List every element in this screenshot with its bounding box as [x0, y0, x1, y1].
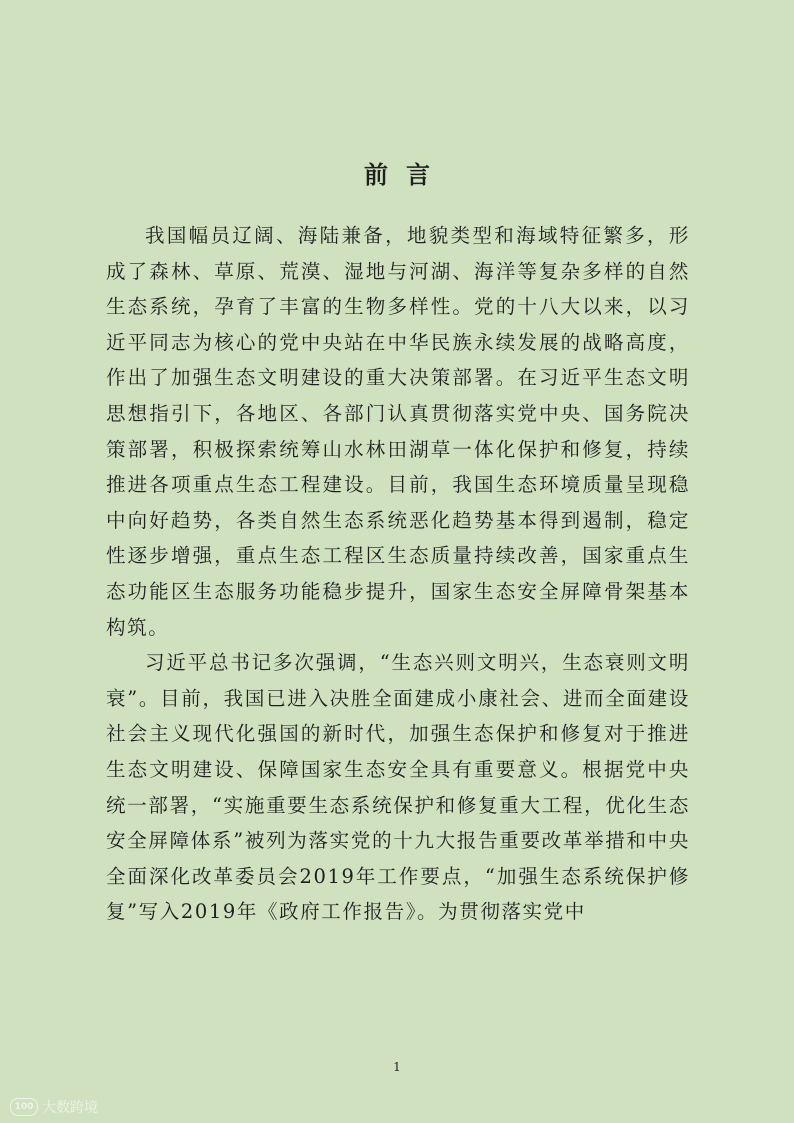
- watermark-text: 大数跨境: [42, 1100, 98, 1116]
- watermark: [10, 1097, 98, 1117]
- paragraph-2: 习近平总书记多次强调，“生态兴则文明兴，生态衰则文明衰”。目前，我国已进入决胜全面建成小康社会、进而全面建设社会主义现代化强国的新时代，加强生态保护和修复对于推进生态文明建设、保障国家生态安全具有重要意义。根据党中央统一部署，“实施重要生态系统保护和修复重大工程，优化生态安全屏障体系”被列为落实党的十九大报告重要改革举措和中央全面深化改革委员会2019年工作要点，“加强生态系统保护修复”写入2019年《政府工作报告》。为贯彻落实党中: [106, 651, 690, 924]
- watermark-logo-icon: 100: [10, 1098, 38, 1116]
- paragraph-1: 我国幅员辽阔、海陆兼备，地貌类型和海域特征繁多，形成了森林、草原、荒漠、湿地与河湖、海洋等复杂多样的自然生态系统，孕育了丰富的生物多样性。党的十八大以来，以习近平同志为核心的党中央站在中华民族永续发展的战略高度，作出了加强生态文明建设的重大决策部署。在习近平生态文明思想指引下，各地区、各部门认真贯彻落实党中央、国务院决策部署，积极探索统筹山水林田湖草一体化保护和修复，持续推进各项重点生态工程建设。目前，我国生态环境质量呈现稳中向好趋势，各类自然生态系统恶化趋势基本得到遏制，稳定性逐步增强，重点生态工程区生态质量持续改善，国家重点生态功能区生态服务功能稳步提升，国家生态安全屏障骨架基本构筑。: [106, 224, 690, 639]
- page-number: 1: [393, 1060, 401, 1074]
- body-text: [106, 218, 690, 930]
- page-title: 前言: [364, 160, 448, 189]
